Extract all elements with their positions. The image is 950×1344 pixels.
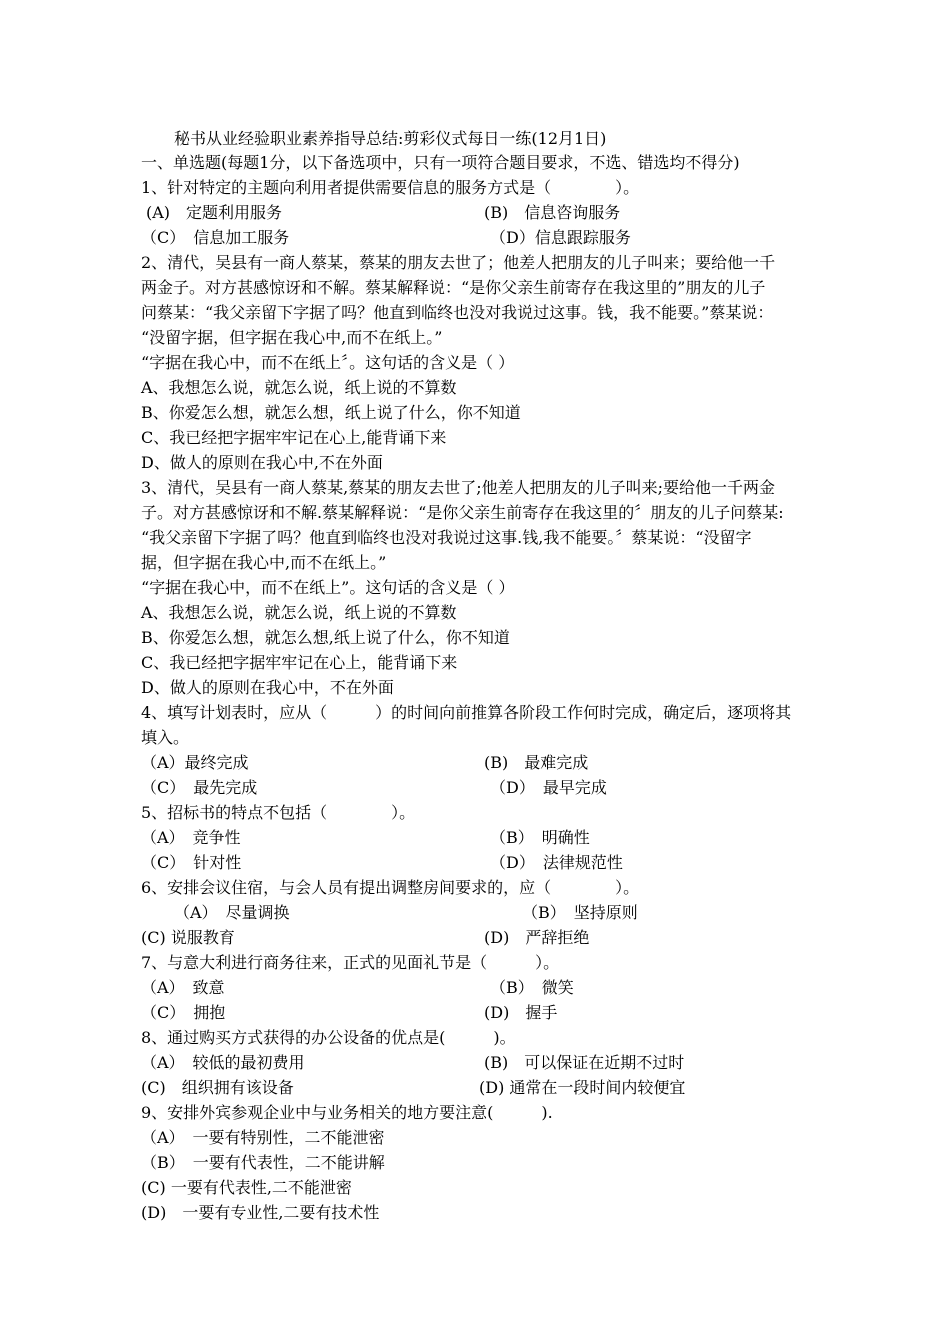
q9-option-b: （B） 一要有代表性，二不能讲解 — [141, 1153, 385, 1172]
q5-option-c: （C） 针对性 — [141, 853, 242, 872]
q1-stem: 1、针对特定的主题向利用者提供需要信息的服务方式是（ ）。 — [141, 178, 640, 197]
section-heading: 一、单选题(每题1分，以下备选项中，只有一项符合题目要求，不选、错选均不得分) — [141, 153, 740, 172]
q5-option-d: （D） 法律规范性 — [490, 853, 623, 872]
q5-option-a: （A） 竞争性 — [141, 828, 241, 847]
q2-option-d: D、做人的原则在我心中,不在外面 — [141, 453, 383, 472]
q9-option-a: （A） 一要有特别性，二不能泄密 — [141, 1128, 385, 1147]
doc-title: 秘书从业经验职业素养指导总结:剪彩仪式每日一练(12月1日) — [174, 129, 607, 148]
q9-option-d: (D) 一要有专业性,二要有技术性 — [141, 1203, 380, 1222]
q4-option-b: (B) 最难完成 — [484, 753, 589, 772]
q2-line-4: “没留字据，但字据在我心中,而不在纸上。” — [141, 328, 443, 347]
q1-option-d: （D）信息跟踪服务 — [490, 228, 631, 247]
q1-option-c: （C） 信息加工服务 — [141, 228, 290, 247]
q6-option-a: （A） 尽量调换 — [174, 903, 290, 922]
q1-option-a: (A) 定题利用服务 — [146, 203, 283, 222]
q8-option-a: （A） 较低的最初费用 — [141, 1053, 305, 1072]
q6-option-c: (C) 说服教育 — [141, 928, 235, 947]
q5-stem: 5、招标书的特点不包括（ ）。 — [141, 803, 416, 822]
q9-stem: 9、安排外宾参观企业中与业务相关的地方要注意( ). — [141, 1103, 553, 1122]
q5-option-b: （B） 明确性 — [490, 828, 590, 847]
q3-option-d: D、做人的原则在我心中，不在外面 — [141, 678, 394, 697]
q3-line-3: “我父亲留下字据了吗？他直到临终也没对我说过这事.钱,我不能要。〞蔡某说：“没留字 — [141, 528, 752, 547]
q3-option-b: B、你爱怎么想，就怎么想,纸上说了什么，你不知道 — [141, 628, 510, 647]
q8-option-d: (D) 通常在一段时间内较便宜 — [479, 1078, 686, 1097]
q9-option-c: (C) 一要有代表性,二不能泄密 — [141, 1178, 352, 1197]
q1-option-b: (B) 信息咨询服务 — [484, 203, 621, 222]
q3-line-1: 3、清代，吴县有一商人蔡某,蔡某的朋友去世了;他差人把朋友的儿子叫来;要给他一千两金 — [141, 478, 776, 497]
q3-line-5: “字据在我心中，而不在纸上”。这句话的含义是（ ） — [141, 578, 515, 597]
q7-option-d: (D) 握手 — [484, 1003, 558, 1022]
q2-line-2: 两金子。对方甚感惊讶和不解。蔡某解释说：“是你父亲生前寄存在我这里的”朋友的儿子 — [141, 278, 766, 297]
q4-option-c: （C） 最先完成 — [141, 778, 258, 797]
q2-option-c: C、我已经把字据牢牢记在心上,能背诵下来 — [141, 428, 447, 447]
q4-option-a: （A）最终完成 — [141, 753, 249, 772]
q7-option-c: （C） 拥抱 — [141, 1003, 226, 1022]
q8-stem: 8、通过购买方式获得的办公设备的优点是( )。 — [141, 1028, 516, 1047]
q6-stem: 6、安排会议住宿，与会人员有提出调整房间要求的，应（ ）。 — [141, 878, 640, 897]
q7-stem: 7、与意大利进行商务往来，正式的见面礼节是（ ）。 — [141, 953, 560, 972]
q3-line-2: 子。对方甚感惊讶和不解.蔡某解释说：“是你父亲生前寄存在我这里的〞朋友的儿子问蔡某: — [141, 503, 784, 522]
q2-option-b: B、你爱怎么想，就怎么想，纸上说了什么，你不知道 — [141, 403, 521, 422]
q3-option-c: C、我已经把字据牢牢记在心上，能背诵下来 — [141, 653, 458, 672]
q2-option-a: A、我想怎么说，就怎么说，纸上说的不算数 — [141, 378, 457, 397]
q2-line-5: “字据在我心中，而不在纸上〞。这句话的含义是（ ） — [141, 353, 515, 372]
q8-option-c: (C) 组织拥有该设备 — [141, 1078, 294, 1097]
q6-option-b: （B） 坚持原则 — [522, 903, 638, 922]
q2-line-3: 问蔡某：“我父亲留下字据了吗？他直到临终也没对我说过这事。钱，我不能要。”蔡某说： — [141, 303, 774, 322]
q8-option-b: (B) 可以保证在近期不过时 — [484, 1053, 685, 1072]
q7-option-b: （B） 微笑 — [490, 978, 574, 997]
q4-line-2: 填入。 — [141, 728, 190, 747]
q3-option-a: A、我想怎么说，就怎么说，纸上说的不算数 — [141, 603, 457, 622]
q3-line-4: 据，但字据在我心中,而不在纸上。” — [141, 553, 387, 572]
q4-option-d: （D） 最早完成 — [490, 778, 607, 797]
q6-option-d: (D) 严辞拒绝 — [484, 928, 590, 947]
q7-option-a: （A） 致意 — [141, 978, 225, 997]
q4-line-1: 4、填写计划表时，应从（ ）的时间向前推算各阶段工作何时完成，确定后，逐项将其 — [141, 703, 792, 722]
q2-line-1: 2、清代，吴县有一商人蔡某，蔡某的朋友去世了；他差人把朋友的儿子叫来；要给他一千 — [141, 253, 776, 272]
